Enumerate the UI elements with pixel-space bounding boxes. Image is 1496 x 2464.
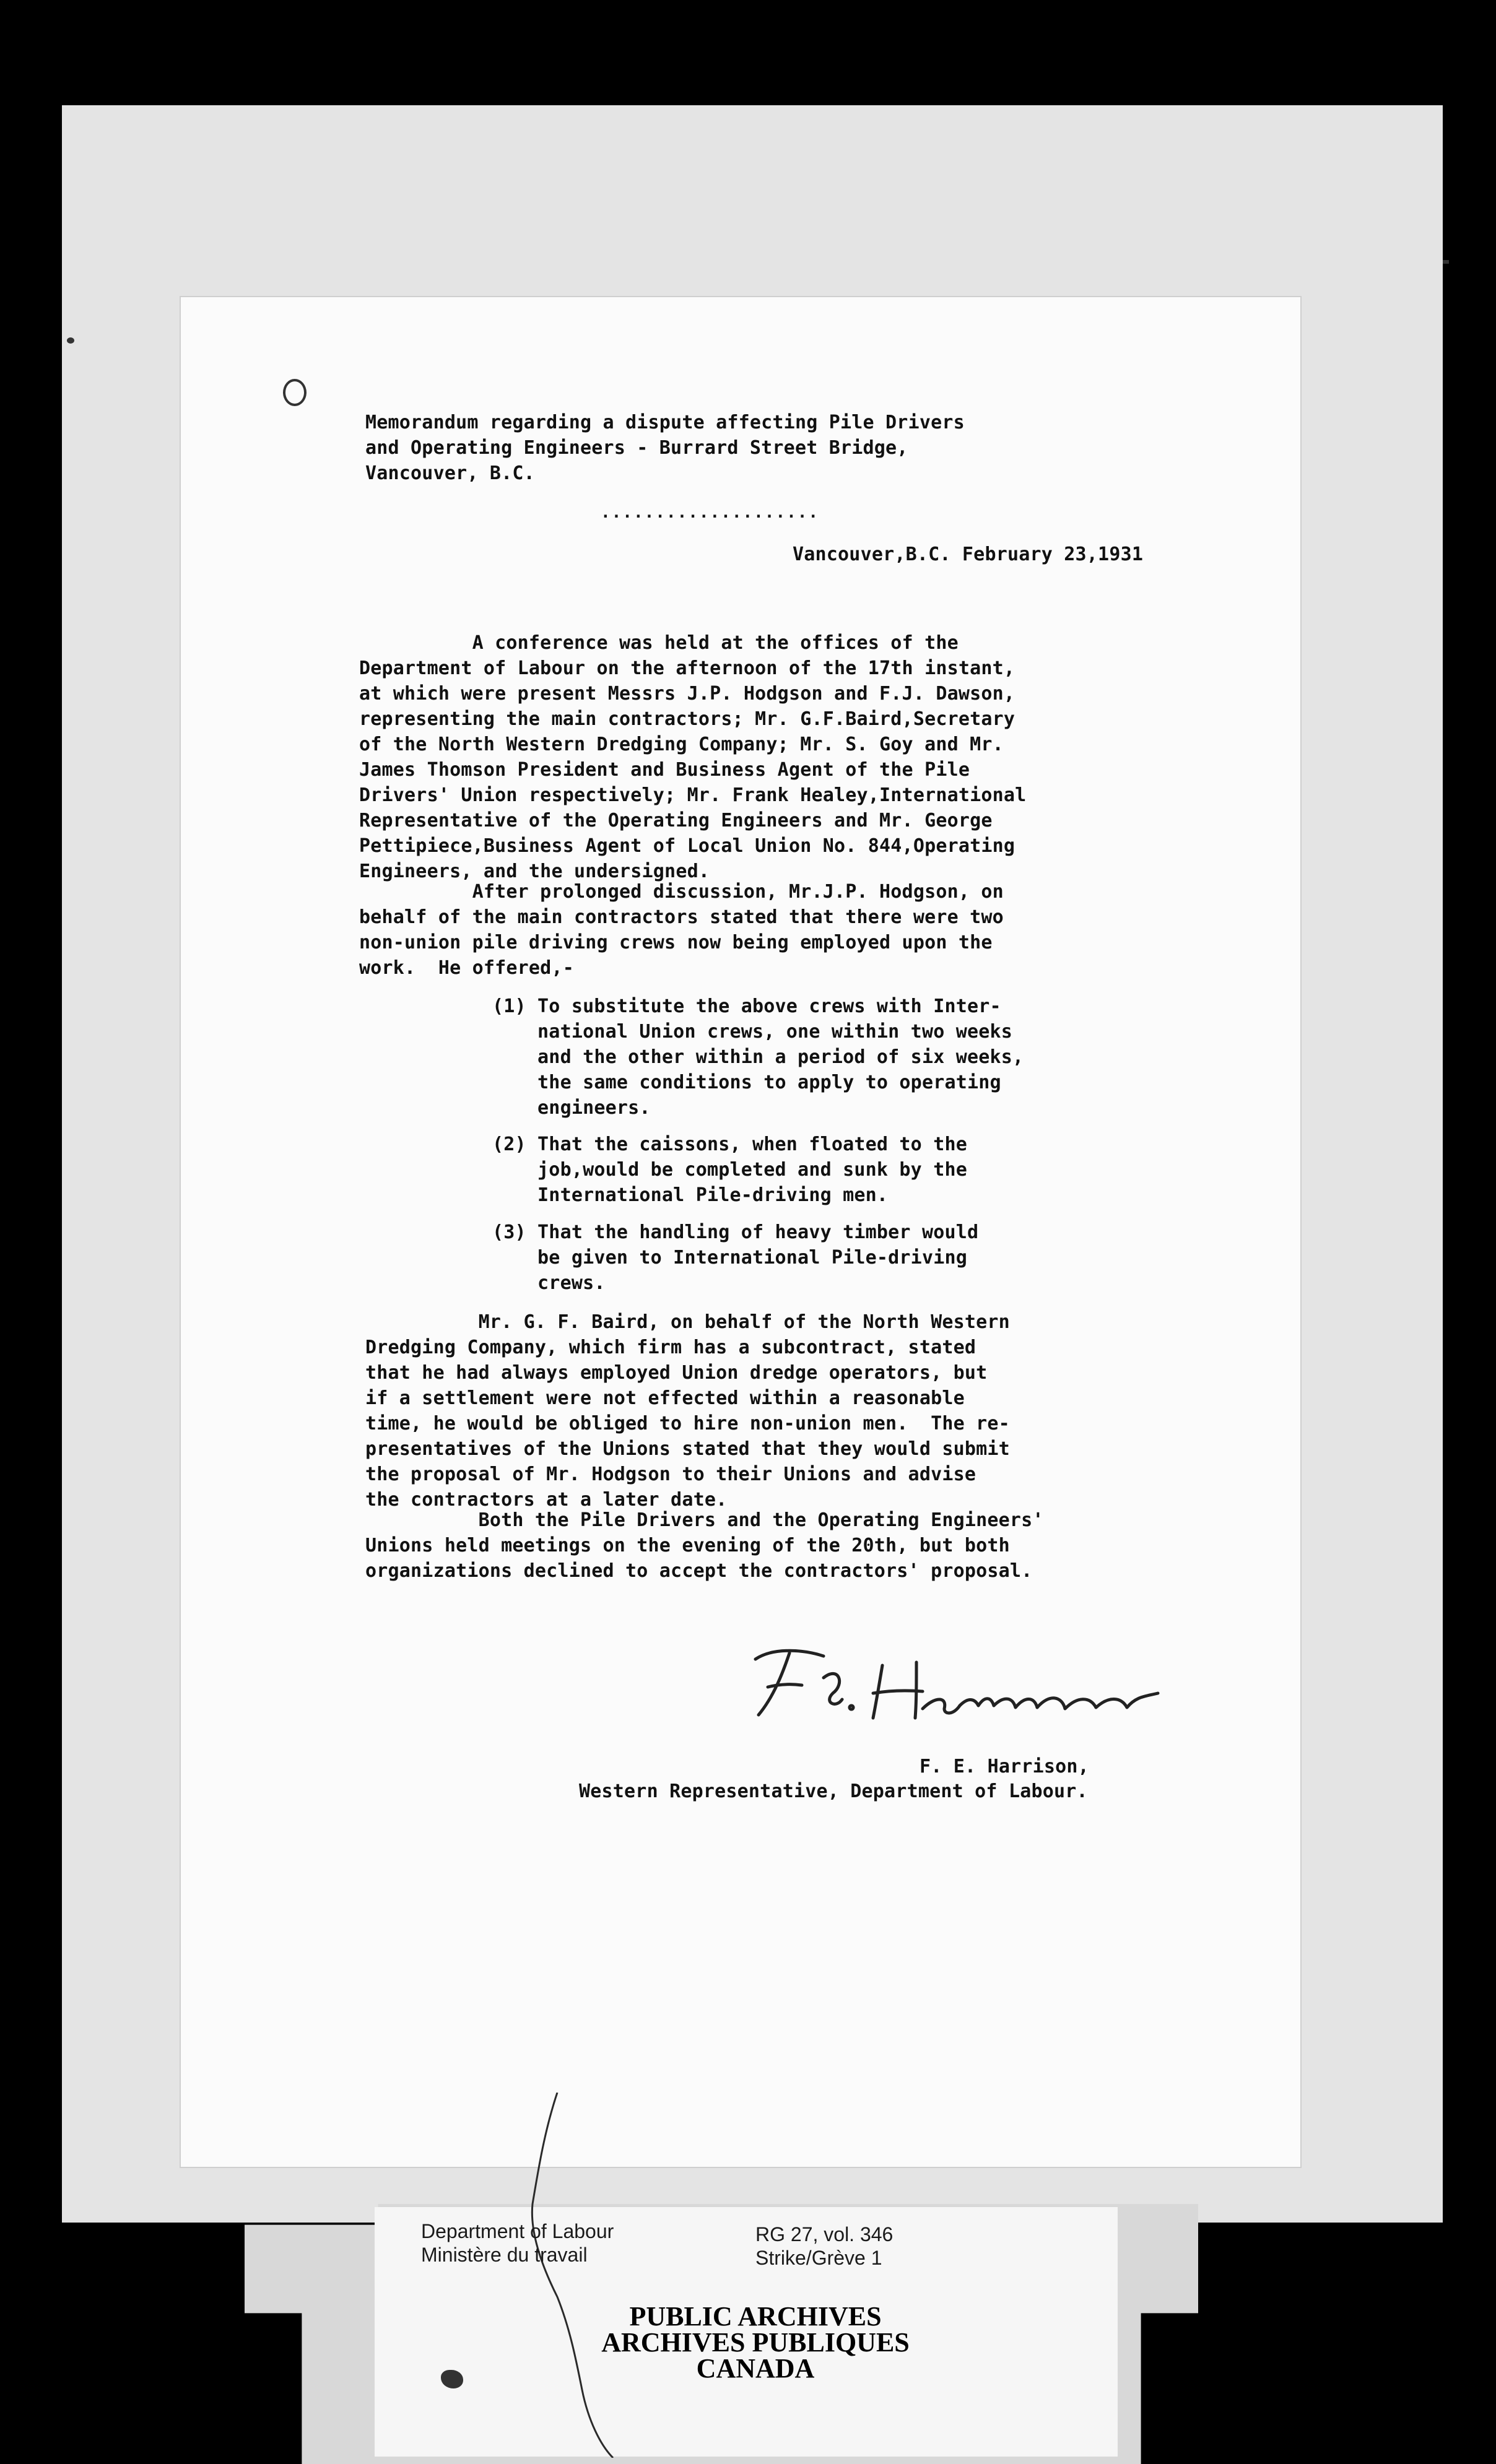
offer-item-1: (1) To substitute the above crews with Inter- national Union crews, one within two weeks and the other within a period of six weeks, the same conditions to apply to operating engineers. <box>492 996 1024 1119</box>
title-separator: .................... <box>601 503 820 522</box>
edge-mark <box>67 337 74 344</box>
label-department-en: Department of Labour <box>421 2220 614 2242</box>
paragraph-baird: Mr. G. F. Baird, on behalf of the North Western Dredging Company, which firm has a subcontract, stated that he had always employed Union dredge operators, but if a settlement were not effected within a reasonable time, he would be obliged to hire non-union men. The re- presentatives of the Unions stated that they would submit the proposal of Mr. Hodgson to their Unions and advise the contractors at a later date. <box>365 1311 1010 1511</box>
label-department-fr: Ministère du travail <box>421 2244 588 2266</box>
paragraph-conference: A conference was held at the offices of the Department of Labour on the afternoon of the 17th instant, at which were present Messrs J.P. Hodgson and F.J. Dawson, representing the main contractors; Mr. G.F.Baird,Secretary of the North Western Dredging Company; Mr. S. Goy and Mr. James Thomson President and Business Agent of the Pile Drivers' Union respectively; Mr. Frank Healey,International Representative of the Operating Engineers and Mr. George Pettipiece,Business Agent of Local Union No. 844,Operating Engineers, and the undersigned. <box>359 632 1027 882</box>
paragraph-meetings: Both the Pile Drivers and the Operating Engineers' Unions held meetings on the evening of the 20th, but both organizations declined to accept the contractors' proposal. <box>365 1509 1044 1582</box>
stamp-line-3: CANADA <box>696 2353 815 2384</box>
stamp-line-2: ARCHIVES PUBLIQUES <box>601 2327 910 2358</box>
label-reference: RG 27, vol. 346 <box>755 2223 894 2245</box>
stamp-line-1: PUBLIC ARCHIVES <box>629 2301 882 2332</box>
paper-crack <box>520 2093 619 2458</box>
signatory-title: Western Representative, Department of Labour. <box>579 1781 1088 1802</box>
signatory-name: F. E. Harrison, <box>920 1756 1089 1777</box>
handwritten-signature <box>731 1634 1164 1727</box>
label-file: Strike/Grève 1 <box>755 2247 882 2269</box>
offer-item-3: (3) That the handling of heavy timber would be given to International Pile-driving crews. <box>492 1221 979 1294</box>
paragraph-discussion: After prolonged discussion, Mr.J.P. Hodgson, on behalf of the main contractors stated that there were two non-union pile driving crews now being employed upon the work. He offered,- <box>359 881 1004 979</box>
dateline: Vancouver,B.C. February 23,1931 <box>793 544 1144 565</box>
offer-item-2: (2) That the caissons, when floated to the job,would be completed and sunk by the International Pile-driving men. <box>492 1134 967 1206</box>
punch-hole <box>283 379 307 406</box>
edge-mark <box>1443 260 1449 264</box>
memo-title: Memorandum regarding a dispute affecting Pile Drivers and Operating Engineers - Burrard Street Bridge, Vancouver, B.C. <box>365 412 965 484</box>
